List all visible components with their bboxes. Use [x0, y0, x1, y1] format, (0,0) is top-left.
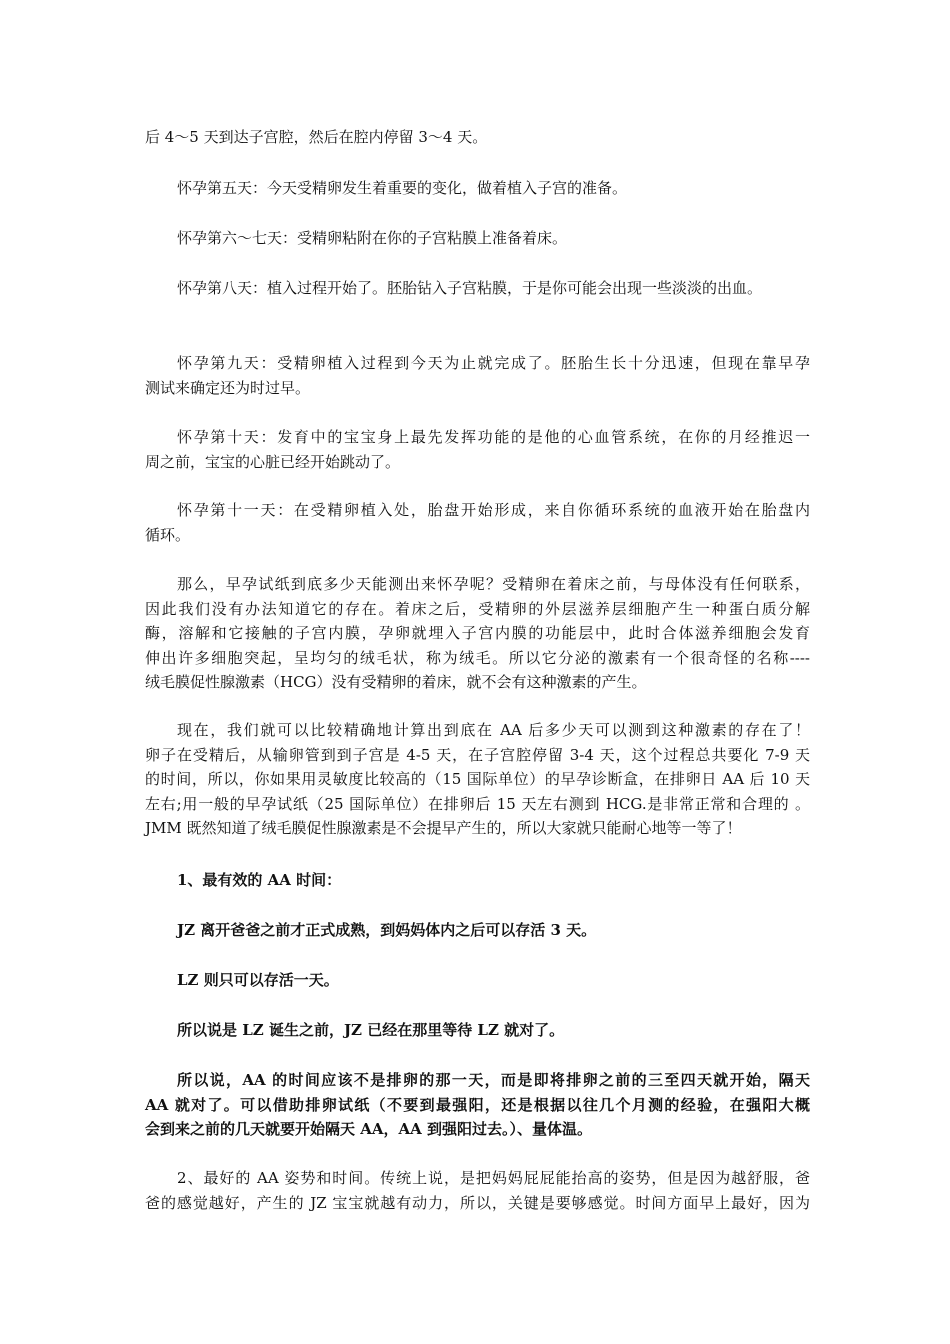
- paragraph-line: 所以说，AA 的时间应该不是排卵的那一天，而是即将排卵之前的三至四天就开始，隔天: [177, 1071, 810, 1089]
- paragraph-calculation: [145, 718, 810, 841]
- paragraph-day-5: [145, 176, 810, 201]
- paragraph-line: LZ 则只可以存活一天。: [177, 971, 339, 989]
- paragraph-line: 怀孕第六～七天：受精卵粘附在你的子宫粘膜上准备着床。: [177, 229, 568, 247]
- paragraph-line: 怀孕第十一天：在受精卵植入处，胎盘开始形成，来自你循环系统的血液开始在胎盘内: [177, 501, 810, 519]
- paragraph-line: 所以说是 LZ 诞生之前，JZ 已经在那里等待 LZ 就对了。: [177, 1021, 565, 1039]
- section-2-paragraph: [145, 1166, 810, 1215]
- paragraph-line: 2、最好的 AA 姿势和时间。传统上说，是把妈妈屁屁能抬高的姿势，但是因为越舒服，爸: [177, 1169, 810, 1187]
- paragraph-line: 怀孕第九天：受精卵植入过程到今天为止就完成了。胚胎生长十分迅速，但现在靠早孕: [177, 354, 810, 372]
- paragraph-day-10: [145, 425, 810, 474]
- paragraph-day-9: [145, 351, 810, 400]
- paragraph-line: 怀孕第八天：植入过程开始了。胚胎钻入子宫粘膜，于是你可能会出现一些淡淡的出血。: [177, 279, 763, 297]
- paragraph-line: 绒毛膜促性腺激素（HCG）没有受精卵的着床，就不会有这种激素的产生。: [145, 673, 647, 691]
- section-heading-1: [145, 868, 810, 893]
- paragraph-conclusion: [145, 1018, 810, 1043]
- paragraph-line: 那么，早孕试纸到底多少天能测出来怀孕呢？受精卵在着床之前，与母体没有任何联系，: [177, 575, 810, 593]
- paragraph-line: JMM 既然知道了绒毛膜促性腺激素是不会提早产生的，所以大家就只能耐心地等一等了！: [145, 819, 742, 837]
- paragraph-aa-timing: [145, 1068, 810, 1142]
- paragraph-line: 因此我们没有办法知道它的存在。着床之后，受精卵的外层滋养层细胞产生一种蛋白质分解: [145, 599, 810, 618]
- paragraph-line: 循环。: [145, 525, 191, 544]
- paragraph-day-8: [145, 276, 810, 301]
- paragraph-continuation: [145, 125, 810, 150]
- paragraph-line: 周之前，宝宝的心脏已经开始跳动了。: [145, 452, 401, 471]
- paragraph-line: 怀孕第十天：发育中的宝宝身上最先发挥功能的是他的心血管系统，在你的月经推迟一: [177, 428, 810, 446]
- paragraph-line: 酶，溶解和它接触的子宫内膜，孕卵就埋入子宫内膜的功能层中，此时合体滋养细胞会发育: [145, 624, 810, 642]
- paragraph-day-11: [145, 498, 810, 547]
- paragraph-line: 卵子在受精后，从输卵管到到子宫是 4-5 天，在子宫腔停留 3-4 天，这个过程总共要化 7-9 天: [145, 745, 810, 764]
- paragraph-line: 后 4～5 天到达子宫腔，然后在腔内停留 3～4 天。: [145, 128, 488, 146]
- paragraph-line: JZ 离开爸爸之前才正式成熟，到妈妈体内之后可以存活 3 天。: [177, 921, 597, 939]
- paragraph-day-6-7: [145, 226, 810, 251]
- paragraph-lz: [145, 968, 810, 993]
- paragraph-line: 怀孕第五天：今天受精卵发生着重要的变化，做着植入子宫的准备。: [177, 179, 628, 197]
- paragraph-line: 伸出许多细胞突起，呈均匀的绒毛状，称为绒毛。所以它分泌的激素有一个很奇怪的名称----: [145, 648, 810, 667]
- paragraph-line: 现在，我们就可以比较精确地计算出到底在 AA 后多少天可以测到这种激素的存在了！: [177, 721, 810, 739]
- paragraph-line: AA 就对了。可以借助排卵试纸（不要到最强阳，还是根据以往几个月测的经验，在强阳大概: [145, 1095, 810, 1114]
- paragraph-line: 的时间，所以，你如果用灵敏度比较高的（15 国际单位）的早孕诊断盒，在排卵日 AA 后 10 天: [145, 770, 810, 788]
- paragraph-line: 1、最有效的 AA 时间：: [177, 871, 342, 889]
- paragraph-jz: [145, 918, 810, 943]
- paragraph-line: 会到来之前的几天就要开始隔天 AA，AA 到强阳过去。）、量体温。: [145, 1120, 592, 1138]
- paragraph-line: 爸的感觉越好，产生的 JZ 宝宝就越有动力，所以，关键是要够感觉。时间方面早上最好，因为: [145, 1193, 810, 1212]
- paragraph-test-timing: [145, 572, 810, 695]
- paragraph-line: 左右;用一般的早孕试纸（25 国际单位）在排卵后 15 天左右测到 HCG.是非常正常和合理的 。: [145, 794, 810, 813]
- paragraph-line: 测试来确定还为时过早。: [145, 378, 311, 397]
